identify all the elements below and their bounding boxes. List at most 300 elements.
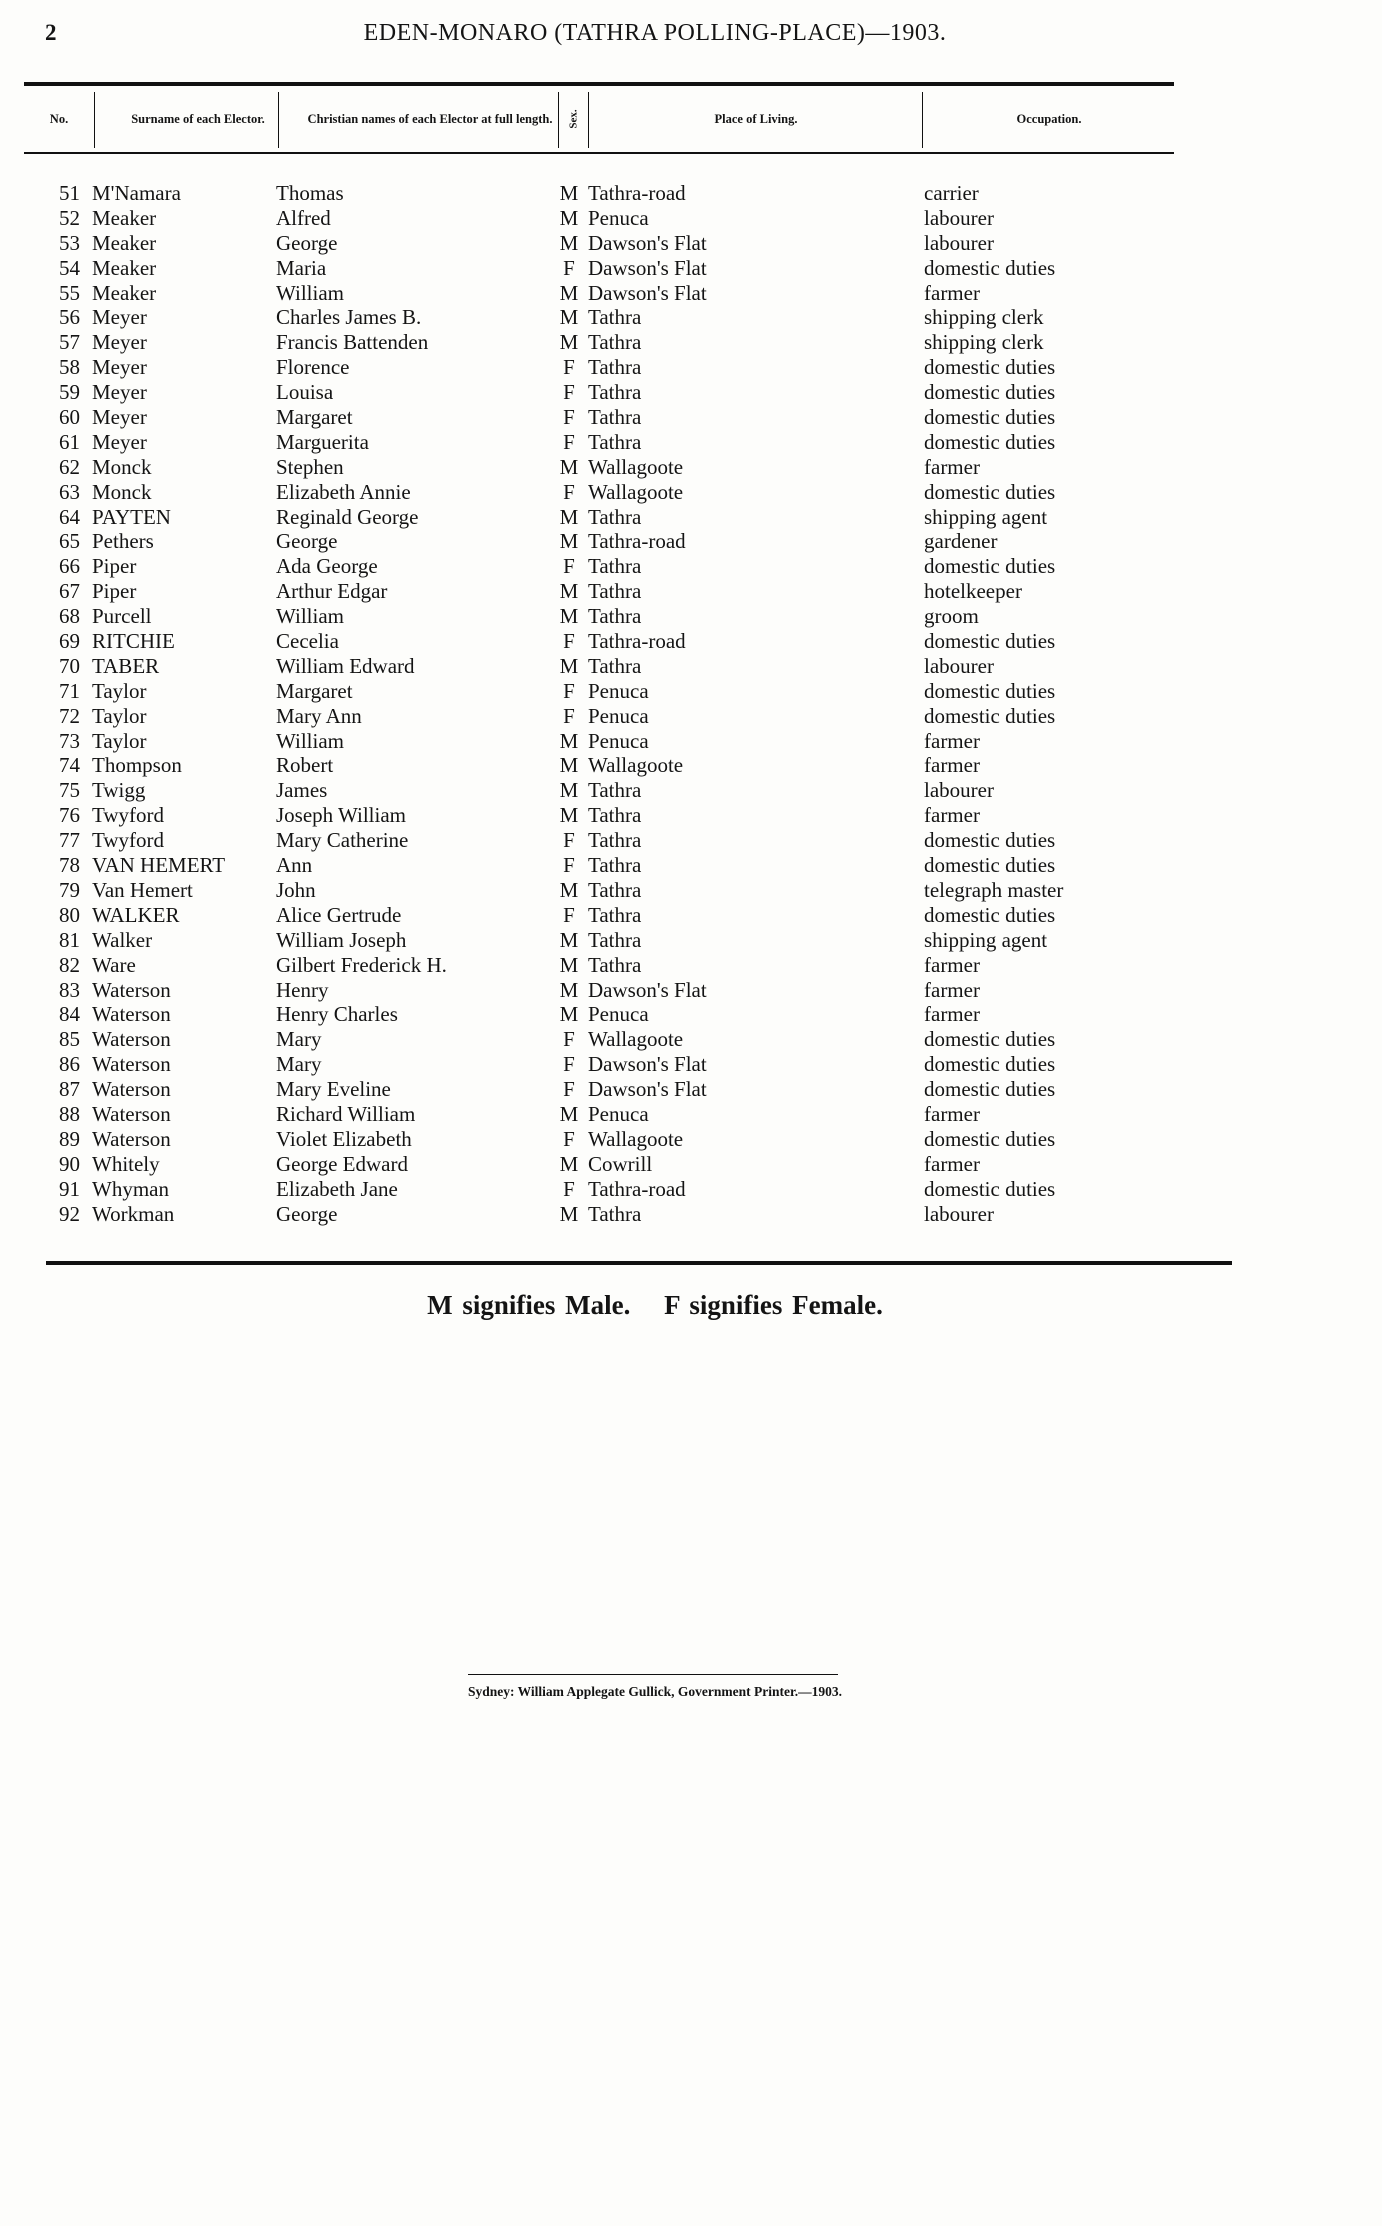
elector-occupation: shipping clerk [924, 305, 1044, 330]
table-row [0, 853, 1382, 878]
elector-sex: M [559, 280, 579, 305]
elector-christian-names: Alice Gertrude [276, 902, 402, 927]
table-top-rule [24, 82, 1174, 86]
elector-place: Dawson's Flat [588, 255, 707, 280]
elector-christian-names: Gilbert Frederick H. [276, 952, 447, 977]
legend-female: F signifies Female. [664, 1290, 883, 1320]
elector-occupation: farmer [924, 803, 980, 828]
table-row [0, 1052, 1382, 1077]
elector-place: Penuca [588, 703, 649, 728]
elector-number: 55 [59, 280, 80, 305]
table-row [0, 206, 1382, 231]
table-row [0, 629, 1382, 654]
elector-christian-names: Mary Catherine [276, 828, 409, 853]
elector-surname: Twyford [92, 828, 165, 853]
column-divider [94, 92, 95, 148]
elector-number: 65 [59, 529, 80, 554]
elector-christian-names: George [276, 529, 338, 554]
page-number: 2 [45, 20, 57, 45]
elector-number: 88 [59, 1101, 80, 1126]
page-title: EDEN-MONARO (TATHRA POLLING-PLACE)—1903. [363, 20, 947, 46]
elector-surname: Ware [92, 952, 136, 977]
elector-number: 83 [59, 977, 80, 1002]
table-row [0, 529, 1382, 554]
elector-surname: Meyer [92, 305, 147, 330]
elector-occupation: farmer [924, 753, 980, 778]
elector-christian-names: Henry [276, 977, 329, 1002]
elector-number: 78 [59, 853, 80, 878]
printer-rule [468, 1674, 838, 1675]
elector-christian-names: Elizabeth Annie [276, 479, 411, 504]
elector-number: 77 [59, 828, 80, 853]
elector-occupation: domestic duties [924, 429, 1056, 454]
elector-number: 80 [59, 902, 80, 927]
elector-number: 72 [59, 703, 80, 728]
elector-number: 76 [59, 803, 80, 828]
header-sex-label: Sex. [568, 109, 580, 129]
elector-christian-names: Francis Battenden [276, 330, 429, 355]
elector-occupation: domestic duties [924, 853, 1056, 878]
elector-occupation: gardener [924, 529, 998, 554]
elector-number: 91 [59, 1176, 80, 1201]
elector-number: 62 [59, 454, 80, 479]
table-row [0, 1027, 1382, 1052]
elector-christian-names: William [276, 604, 344, 629]
table-row [0, 679, 1382, 704]
header-no: No. [49, 112, 69, 126]
table-row [0, 480, 1382, 505]
elector-sex: F [563, 429, 575, 454]
elector-christian-names: Richard William [276, 1101, 416, 1126]
table-row [0, 430, 1382, 455]
elector-christian-names: William Joseph [276, 927, 407, 952]
elector-number: 70 [59, 653, 80, 678]
elector-christian-names: Louisa [276, 380, 334, 405]
elector-surname: RITCHIE [92, 629, 175, 654]
elector-number: 51 [59, 181, 80, 205]
elector-surname: Meaker [92, 205, 157, 230]
elector-number: 75 [59, 778, 80, 803]
elector-place: Wallagoote [588, 753, 684, 778]
elector-sex: F [563, 629, 575, 654]
elector-christian-names: Mary Ann [276, 703, 362, 728]
elector-sex: M [559, 803, 579, 828]
elector-occupation: shipping clerk [924, 330, 1044, 355]
table-row [0, 903, 1382, 928]
elector-occupation: domestic duties [924, 1126, 1056, 1151]
elector-occupation: domestic duties [924, 1176, 1056, 1201]
elector-number: 89 [59, 1126, 80, 1151]
elector-occupation: shipping agent [924, 504, 1048, 529]
elector-sex: M [559, 504, 579, 529]
elector-place: Tathra [588, 853, 642, 878]
elector-occupation: labourer [924, 778, 994, 803]
elector-surname: Taylor [92, 678, 147, 703]
table-row [0, 1077, 1382, 1102]
table-row [0, 604, 1382, 629]
elector-surname: Whyman [92, 1176, 169, 1201]
table-row [0, 1127, 1382, 1152]
header-surname: Surname of each Elector. [131, 112, 265, 126]
elector-christian-names: Henry Charles [276, 1002, 398, 1027]
table-row [0, 928, 1382, 953]
elector-sex: F [563, 405, 575, 430]
elector-surname: Whitely [92, 1151, 160, 1176]
elector-surname: Waterson [92, 1027, 171, 1052]
elector-christian-names: Elizabeth Jane [276, 1176, 398, 1201]
elector-place: Tathra [588, 405, 642, 430]
elector-surname: M'Namara [92, 181, 181, 205]
elector-number: 60 [59, 405, 80, 430]
elector-sex: F [563, 1077, 575, 1102]
elector-sex: F [563, 554, 575, 579]
elector-number: 81 [59, 927, 80, 952]
elector-place: Cowrill [588, 1151, 653, 1176]
elector-surname: Workman [92, 1201, 175, 1226]
header-place: Place of Living. [714, 112, 798, 126]
elector-sex: M [559, 1002, 579, 1027]
elector-place: Wallagoote [588, 479, 684, 504]
table-bottom-rule [46, 1261, 1232, 1265]
elector-surname: Meaker [92, 280, 157, 305]
elector-occupation: domestic duties [924, 902, 1056, 927]
elector-christian-names: George [276, 230, 338, 255]
elector-sex: F [563, 828, 575, 853]
elector-number: 84 [59, 1002, 80, 1027]
elector-occupation: telegraph master [924, 877, 1064, 902]
elector-occupation: domestic duties [924, 355, 1056, 380]
elector-surname: Van Hemert [92, 877, 193, 902]
elector-surname: Pethers [92, 529, 154, 554]
elector-number: 64 [59, 504, 80, 529]
elector-place: Tathra-road [588, 1176, 686, 1201]
elector-christian-names: Robert [276, 753, 334, 778]
elector-place: Tathra [588, 504, 642, 529]
table-row [0, 654, 1382, 679]
elector-christian-names: Ann [276, 853, 313, 878]
elector-occupation: labourer [924, 230, 994, 255]
table-row [0, 953, 1382, 978]
table-row [0, 1102, 1382, 1127]
elector-occupation: domestic duties [924, 405, 1056, 430]
elector-surname: PAYTEN [92, 504, 171, 529]
elector-sex: F [563, 853, 575, 878]
elector-number: 74 [59, 753, 80, 778]
elector-place: Tathra [588, 330, 642, 355]
elector-christian-names: Margaret [276, 405, 353, 430]
elector-surname: Twigg [92, 778, 146, 803]
elector-place: Tathra [588, 877, 642, 902]
table-row [0, 1002, 1382, 1027]
elector-number: 66 [59, 554, 80, 579]
elector-number: 54 [59, 255, 80, 280]
elector-place: Dawson's Flat [588, 230, 707, 255]
elector-place: Dawson's Flat [588, 1077, 707, 1102]
elector-sex: M [559, 1151, 579, 1176]
elector-sex: M [559, 1101, 579, 1126]
elector-christian-names: Violet Elizabeth [276, 1126, 412, 1151]
elector-occupation: labourer [924, 653, 994, 678]
elector-number: 56 [59, 305, 80, 330]
elector-place: Tathra-road [588, 529, 686, 554]
header-christian-names: Christian names of each Elector at full length. [307, 112, 553, 126]
sex-legend [0, 1290, 1310, 1321]
elector-surname: WALKER [92, 902, 180, 927]
elector-occupation: domestic duties [924, 828, 1056, 853]
elector-surname: Taylor [92, 703, 147, 728]
elector-place: Tathra [588, 305, 642, 330]
table-row [0, 281, 1382, 306]
elector-sex: F [563, 479, 575, 504]
elector-sex: M [559, 877, 579, 902]
column-divider [278, 92, 279, 148]
table-row [0, 455, 1382, 480]
electors-list [0, 181, 1382, 1226]
elector-place: Tathra [588, 653, 642, 678]
table-row [0, 753, 1382, 778]
elector-number: 87 [59, 1077, 80, 1102]
elector-sex: F [563, 902, 575, 927]
elector-occupation: labourer [924, 1201, 994, 1226]
elector-christian-names: Maria [276, 255, 327, 280]
table-header [24, 88, 1174, 154]
elector-surname: Waterson [92, 1101, 171, 1126]
elector-christian-names: George [276, 1201, 338, 1226]
elector-occupation: domestic duties [924, 479, 1056, 504]
elector-place: Dawson's Flat [588, 280, 707, 305]
table-row [0, 978, 1382, 1003]
elector-place: Tathra [588, 952, 642, 977]
elector-occupation: farmer [924, 454, 980, 479]
elector-place: Penuca [588, 205, 649, 230]
elector-surname: Waterson [92, 1126, 171, 1151]
legend-male: M signifies Male. [427, 1290, 631, 1320]
column-divider [588, 92, 589, 148]
elector-sex: F [563, 703, 575, 728]
elector-number: 79 [59, 877, 80, 902]
elector-occupation: domestic duties [924, 554, 1056, 579]
elector-place: Tathra [588, 579, 642, 604]
elector-christian-names: Alfred [276, 205, 331, 230]
table-row [0, 1177, 1382, 1202]
elector-number: 85 [59, 1027, 80, 1052]
elector-number: 69 [59, 629, 80, 654]
elector-sex: M [559, 181, 579, 205]
elector-occupation: carrier [924, 181, 979, 205]
table-row [0, 803, 1382, 828]
elector-occupation: groom [924, 604, 979, 629]
elector-sex: M [559, 579, 579, 604]
elector-christian-names: John [276, 877, 316, 902]
table-row [0, 579, 1382, 604]
elector-surname: Monck [92, 454, 152, 479]
elector-place: Tathra [588, 828, 642, 853]
elector-christian-names: William [276, 728, 344, 753]
elector-sex: M [559, 952, 579, 977]
elector-occupation: farmer [924, 977, 980, 1002]
elector-occupation: domestic duties [924, 678, 1056, 703]
elector-number: 61 [59, 429, 80, 454]
elector-christian-names: Margaret [276, 678, 353, 703]
elector-sex: F [563, 1027, 575, 1052]
column-divider [922, 92, 923, 148]
elector-christian-names: Reginald George [276, 504, 419, 529]
table-row [0, 505, 1382, 530]
elector-occupation: labourer [924, 205, 994, 230]
elector-occupation: farmer [924, 952, 980, 977]
elector-place: Tathra [588, 1201, 642, 1226]
elector-place: Tathra [588, 803, 642, 828]
elector-sex: F [563, 678, 575, 703]
elector-number: 67 [59, 579, 80, 604]
elector-surname: Monck [92, 479, 152, 504]
elector-sex: M [559, 653, 579, 678]
elector-number: 71 [59, 678, 80, 703]
elector-occupation: domestic duties [924, 1077, 1056, 1102]
elector-place: Tathra [588, 902, 642, 927]
elector-number: 52 [59, 205, 80, 230]
elector-number: 92 [59, 1201, 80, 1226]
table-row [0, 256, 1382, 281]
elector-christian-names: George Edward [276, 1151, 408, 1176]
table-row [0, 380, 1382, 405]
elector-occupation: shipping agent [924, 927, 1048, 952]
table-row [0, 181, 1382, 206]
elector-sex: M [559, 778, 579, 803]
header-occupation: Occupation. [1016, 112, 1082, 126]
elector-place: Penuca [588, 728, 649, 753]
elector-surname: Meyer [92, 405, 147, 430]
elector-place: Wallagoote [588, 454, 684, 479]
elector-sex: M [559, 230, 579, 255]
elector-number: 82 [59, 952, 80, 977]
elector-sex: M [559, 454, 579, 479]
elector-number: 59 [59, 380, 80, 405]
elector-sex: M [559, 1201, 579, 1226]
elector-surname: Waterson [92, 977, 171, 1002]
elector-surname: Purcell [92, 604, 152, 629]
printer-imprint: Sydney: William Applegate Gullick, Government Printer.—1903. [467, 1684, 842, 1699]
elector-christian-names: Mary Eveline [276, 1077, 391, 1102]
table-row [0, 729, 1382, 754]
elector-surname: Waterson [92, 1077, 171, 1102]
elector-surname: Waterson [92, 1002, 171, 1027]
elector-occupation: farmer [924, 728, 980, 753]
elector-occupation: farmer [924, 1002, 980, 1027]
elector-surname: Walker [92, 927, 153, 952]
table-row [0, 828, 1382, 853]
elector-sex: M [559, 330, 579, 355]
table-row [0, 1152, 1382, 1177]
elector-occupation: domestic duties [924, 255, 1056, 280]
elector-sex: F [563, 1126, 575, 1151]
elector-place: Wallagoote [588, 1126, 684, 1151]
elector-number: 58 [59, 355, 80, 380]
elector-surname: Piper [92, 554, 137, 579]
elector-number: 86 [59, 1052, 80, 1077]
table-row [0, 1202, 1382, 1227]
elector-place: Tathra [588, 554, 642, 579]
elector-place: Dawson's Flat [588, 977, 707, 1002]
elector-occupation: domestic duties [924, 1052, 1056, 1077]
elector-sex: F [563, 1052, 575, 1077]
elector-sex: M [559, 753, 579, 778]
elector-place: Tathra [588, 355, 642, 380]
elector-sex: F [563, 355, 575, 380]
elector-christian-names: Charles James B. [276, 305, 422, 330]
elector-surname: Meyer [92, 355, 147, 380]
elector-christian-names: Florence [276, 355, 350, 380]
elector-surname: Meyer [92, 380, 147, 405]
elector-place: Penuca [588, 1002, 649, 1027]
elector-sex: M [559, 977, 579, 1002]
elector-sex: M [559, 305, 579, 330]
elector-sex: M [559, 927, 579, 952]
table-row [0, 305, 1382, 330]
elector-christian-names: William [276, 280, 344, 305]
elector-place: Wallagoote [588, 1027, 684, 1052]
elector-surname: Thompson [92, 753, 182, 778]
elector-number: 68 [59, 604, 80, 629]
elector-sex: F [563, 380, 575, 405]
elector-christian-names: William Edward [276, 653, 415, 678]
elector-number: 73 [59, 728, 80, 753]
table-row [0, 231, 1382, 256]
elector-occupation: farmer [924, 1101, 980, 1126]
elector-place: Tathra-road [588, 181, 686, 205]
elector-sex: M [559, 205, 579, 230]
elector-occupation: domestic duties [924, 380, 1056, 405]
column-divider [558, 92, 559, 148]
elector-christian-names: Cecelia [276, 629, 339, 654]
elector-occupation: hotelkeeper [924, 579, 1022, 604]
elector-number: 57 [59, 330, 80, 355]
elector-sex: M [559, 728, 579, 753]
elector-surname: Meaker [92, 230, 157, 255]
elector-surname: TABER [92, 653, 160, 678]
elector-place: Tathra-road [588, 629, 686, 654]
elector-number: 90 [59, 1151, 80, 1176]
header-sex [560, 88, 588, 150]
table-row [0, 878, 1382, 903]
elector-surname: Meyer [92, 429, 147, 454]
elector-sex: F [563, 1176, 575, 1201]
elector-christian-names: Ada George [276, 554, 378, 579]
elector-sex: M [559, 604, 579, 629]
elector-number: 53 [59, 230, 80, 255]
elector-place: Tathra [588, 429, 642, 454]
elector-place: Tathra [588, 604, 642, 629]
table-row [0, 778, 1382, 803]
elector-place: Tathra [588, 380, 642, 405]
elector-christian-names: Arthur Edgar [276, 579, 388, 604]
elector-surname: Twyford [92, 803, 165, 828]
table-row [0, 405, 1382, 430]
elector-christian-names: Joseph William [276, 803, 407, 828]
elector-place: Penuca [588, 1101, 649, 1126]
elector-surname: VAN HEMERT [92, 853, 226, 878]
table-row [0, 355, 1382, 380]
elector-sex: M [559, 529, 579, 554]
elector-place: Dawson's Flat [588, 1052, 707, 1077]
elector-occupation: farmer [924, 1151, 980, 1176]
elector-christian-names: James [276, 778, 328, 803]
elector-christian-names: Marguerita [276, 429, 369, 454]
elector-christian-names: Mary [276, 1052, 322, 1077]
elector-sex: F [563, 255, 575, 280]
elector-christian-names: Thomas [276, 181, 344, 205]
elector-surname: Meyer [92, 330, 147, 355]
